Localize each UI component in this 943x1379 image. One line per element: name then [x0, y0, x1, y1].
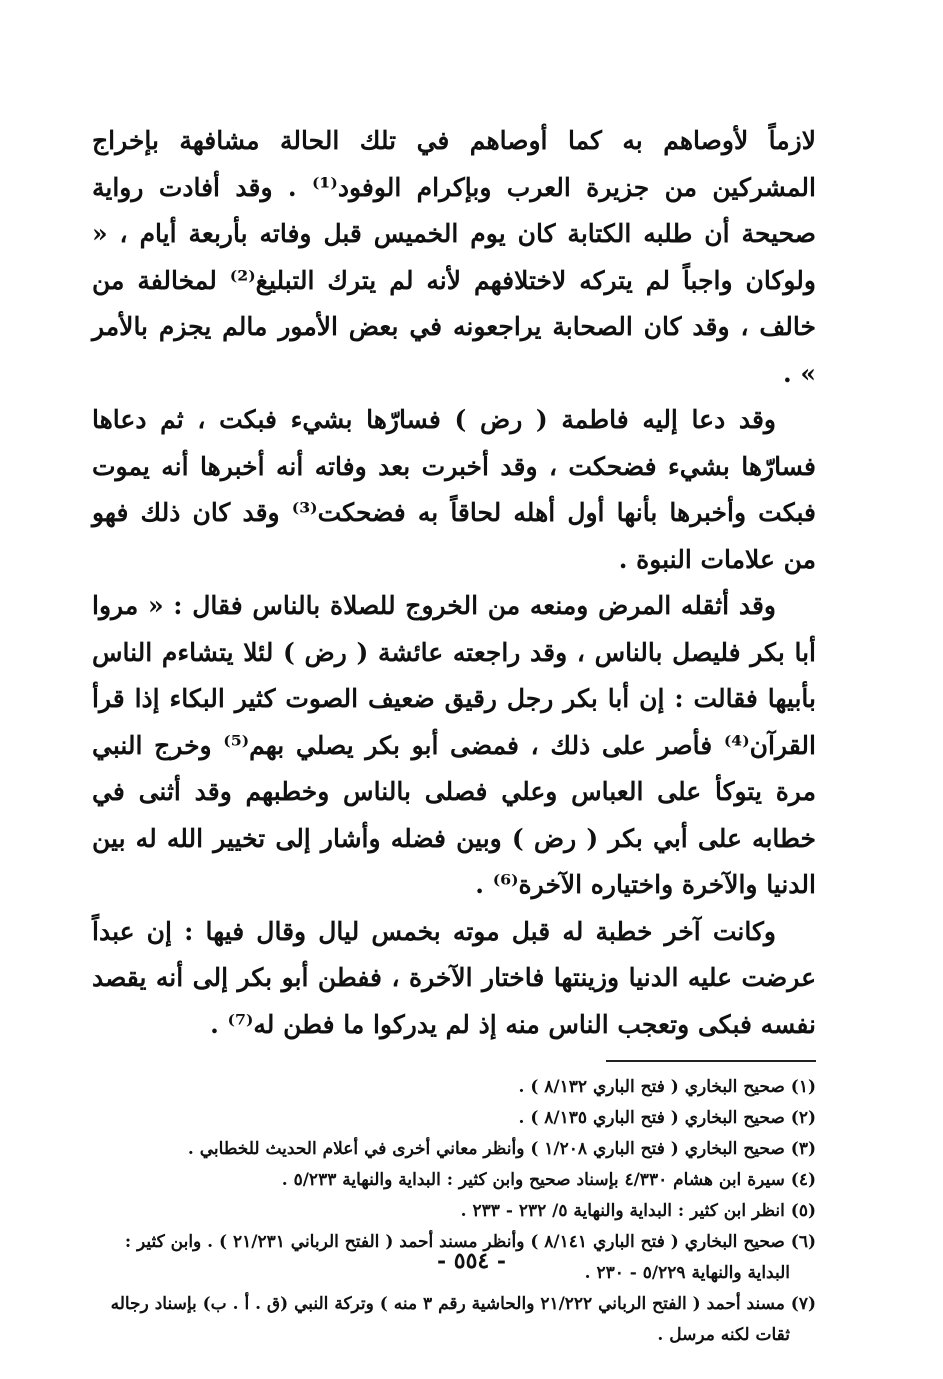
footnote: (٣) صحيح البخاري ( فتح الباري ١/٢٠٨ ) وأنظر معاني أخرى في أعلام الحديث للخطابي . [187, 1139, 816, 1159]
footnote: (٥) انظر ابن كثير : البداية والنهاية ٥/ ٢٣٢ - ٢٣٣ . [460, 1201, 816, 1221]
footnote: (٢) صحيح البخاري ( فتح الباري ٨/١٣٥ ) . [518, 1108, 816, 1128]
footnote-divider [606, 1060, 816, 1062]
footnote: (٤) سيرة ابن هشام ٤/٣٣٠ بإسناد صحيح وابن كثير : البداية والنهاية ٥/٢٣٣ . [281, 1170, 816, 1190]
main-text [92, 118, 816, 1048]
paragraph: لازماً لأوصاهم به كما أوصاهم في تلك الحالة مشافهة بإخراج المشركين من جزيرة العرب وبإكرام الوفود⁽¹⁾ . وقد أفادت رواية صحيحة أن طلبه الكتابة كان يوم الخميس قبل وفاته بأربعة أيام ، « ولوكان واجباً لم يتركه لاختلافهم لأنه لم يترك التبليغ⁽²⁾ لمخالفة من خالف ، وقد كان الصحابة يراجعونه في بعض الأمور مالم يجزم بالأمر » . [92, 126, 816, 388]
footnote: (٦) صحيح البخاري ( فتح الباري ٨/١٤١ ) وأنظر مسند أحمد ( الفتح الرباني ٢١/٢٣١ ) . وابن كثير : البداية والنهاية ٥/٢٢٩ - ٢٣٠ . [124, 1232, 816, 1283]
page-number: - ٥٥٤ - [436, 1248, 507, 1274]
paragraph: وقد دعا إليه فاطمة ( رض ) فسارّها بشيء فبكت ، ثم دعاها فسارّها بشيء فضحكت ، وقد أخبرت بعد وفاته أنه أخبرها أنه يموت فبكت وأخبرها بأنها أول أهله لحاقاً به فضحكت⁽³⁾ وقد كان ذلك فهو من علامات النبوة . [92, 405, 817, 574]
document-page [92, 118, 816, 1351]
footnote: (١) صحيح البخاري ( فتح الباري ٨/١٣٢ ) . [518, 1077, 816, 1097]
footnote: (٧) مسند أحمد ( الفتح الرباني ٢١/٢٢٢ والحاشية رقم ٣ منه ) وتركة النبي (ق . أ . ب) بإسناد رجاله ثقات لكنه مرسل . [110, 1294, 816, 1345]
paragraph: وقد أثقله المرض ومنعه من الخروج للصلاة بالناس فقال : « مروا أبا بكر فليصل بالناس ، وقد راجعته عائشة ( رض ) لئلا يتشاءم الناس بأبيها فقالت : إن أبا بكر رجل رقيق ضعيف الصوت كثير البكاء إذا قرأ القرآن⁽⁴⁾ فأصر على ذلك ، فمضى أبو بكر يصلي بهم⁽⁵⁾ وخرج النبي مرة يتوكأ على العباس وعلي فصلى بالناس وخطبهم وقد أثنى في خطابه على أبي بكر ( رض ) وبين فضله وأشار إلى تخيير الله له بين الدنيا والآخرة واختياره الآخرة⁽⁶⁾ . [92, 591, 816, 899]
paragraph: وكانت آخر خطبة له قبل موته بخمس ليال وقال فيها : إن عبداً عرضت عليه الدنيا وزينتها فاختار الآخرة ، ففطن أبو بكر إلى أنه يقصد نفسه فبكى وتعجب الناس منه إذ لم يدركوا ما فطن له⁽⁷⁾ . [92, 916, 816, 1039]
footnotes [92, 1072, 816, 1351]
